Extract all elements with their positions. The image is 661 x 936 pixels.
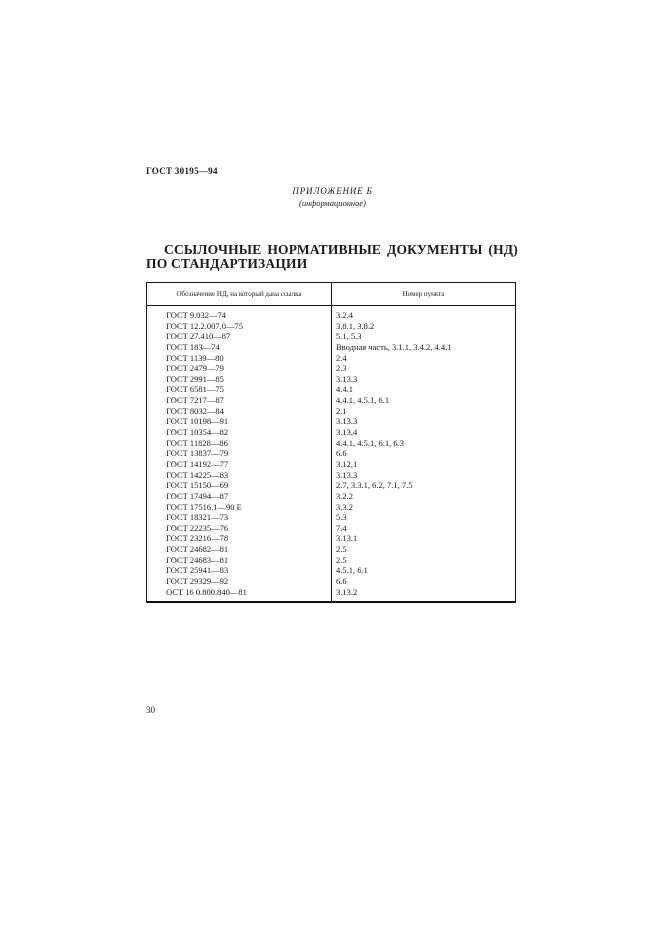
designation-cell: ГОСТ 1139—80 <box>166 352 224 363</box>
designation-cell: ГОСТ 25941—83 <box>166 565 229 576</box>
clause-cell: 4.4.1 <box>336 384 353 395</box>
clause-cell: 2.4 <box>336 352 347 363</box>
designation-cell: ГОСТ 10354—82 <box>166 427 229 438</box>
clause-cell: 3.13.3 <box>336 416 358 427</box>
references-table <box>146 282 516 603</box>
clause-cell: 4.4.1, 4.5.1, 6.1, 6.3 <box>336 437 404 448</box>
designation-cell: ГОСТ 24682—81 <box>166 544 229 555</box>
designation-column <box>166 310 247 597</box>
header-clause: Номер пункта <box>402 290 445 298</box>
clause-cell: 2.3 <box>336 363 347 374</box>
clause-cell: 2.1 <box>336 405 347 416</box>
clause-cell: 3.13,4 <box>336 427 358 438</box>
section-title: ССЫЛОЧНЫЕ НОРМАТИВНЫЕ ДОКУМЕНТЫ (НД) ПО СТАНДАРТИЗАЦИИ <box>146 242 518 271</box>
clause-column <box>336 310 451 597</box>
designation-cell: ГОСТ 7217—87 <box>166 395 224 406</box>
clause-cell: 2.5 <box>336 544 347 555</box>
designation-cell: ГОСТ 9.032—74 <box>166 310 227 320</box>
clause-cell: 6.6 <box>336 576 347 587</box>
designation-cell: ГОСТ 17516.1—90 Е <box>166 501 242 512</box>
clause-cell: 3.2.4 <box>336 310 353 320</box>
designation-cell: ГОСТ 2479—79 <box>166 363 224 374</box>
designation-cell: ГОСТ 6581—75 <box>166 384 224 395</box>
header-designation: Обозначение НД, на который дана ссылка <box>176 290 302 298</box>
designation-cell: ГОСТ 14225—83 <box>166 469 229 480</box>
table-header <box>147 283 515 306</box>
clause-cell: 3.2.2 <box>336 490 353 501</box>
designation-cell: ГОСТ 8032—84 <box>166 405 224 416</box>
clause-cell: 2.7, 3.3.1, 6.2, 7.1, 7.5 <box>336 480 413 491</box>
clause-cell: 3.13.3 <box>336 373 358 384</box>
clause-cell: 7.4 <box>336 522 347 533</box>
designation-cell: ГОСТ 11828—86 <box>166 437 228 448</box>
clause-cell: 3.8.1, 3.8.2 <box>336 320 375 331</box>
clause-cell: 3.13.1 <box>336 533 358 544</box>
designation-cell: ГОСТ 15150—69 <box>166 480 229 491</box>
designation-cell: ГОСТ 10198—91 <box>166 416 229 427</box>
designation-cell: ГОСТ 23216—78 <box>166 533 229 544</box>
page-number: 30 <box>146 705 155 715</box>
designation-cell: ГОСТ 2991—85 <box>166 373 224 384</box>
clause-cell: 2.5 <box>336 554 347 565</box>
designation-cell: ГОСТ 14192—77 <box>166 458 229 469</box>
designation-cell: ОСТ 16 0.800.840—81 <box>166 586 247 597</box>
designation-cell: ГОСТ 18321—73 <box>166 512 229 523</box>
designation-cell: ГОСТ 17494—87 <box>166 490 229 501</box>
clause-cell: 3.13.2 <box>336 586 358 597</box>
designation-cell: ГОСТ 12.2.007.0—75 <box>166 320 244 331</box>
designation-cell: ГОСТ 29329—92 <box>166 576 229 587</box>
designation-cell: ГОСТ 24683—81 <box>166 554 229 565</box>
designation-cell: ГОСТ 27.410—87 <box>166 331 231 342</box>
designation-cell: ГОСТ 183—74 <box>166 341 220 352</box>
clause-cell: 4.4.1, 4.5.1, 6.1 <box>336 395 390 406</box>
clause-cell: Вводная часть, 3.1.1, 3.4.2, 4.4.1 <box>336 341 452 352</box>
clause-cell: 3.12,1 <box>336 458 358 469</box>
appendix-subtitle: (информационное) <box>298 198 366 208</box>
clause-cell: 3.3.2 <box>336 501 353 512</box>
clause-cell: 5.3 <box>336 512 347 523</box>
designation-cell: ГОСТ 22235—76 <box>166 522 229 533</box>
column-divider <box>331 283 332 601</box>
designation-cell: ГОСТ 13837—79 <box>166 448 229 459</box>
document-code: ГОСТ 30195—94 <box>146 166 218 176</box>
clause-cell: 3.13.3 <box>336 469 358 480</box>
clause-cell: 5.1, 5.3 <box>336 331 362 342</box>
clause-cell: 4.5.1, 6.1 <box>336 565 368 576</box>
appendix-title: ПРИЛОЖЕНИЕ Б <box>292 186 373 196</box>
clause-cell: 6.6 <box>336 448 347 459</box>
